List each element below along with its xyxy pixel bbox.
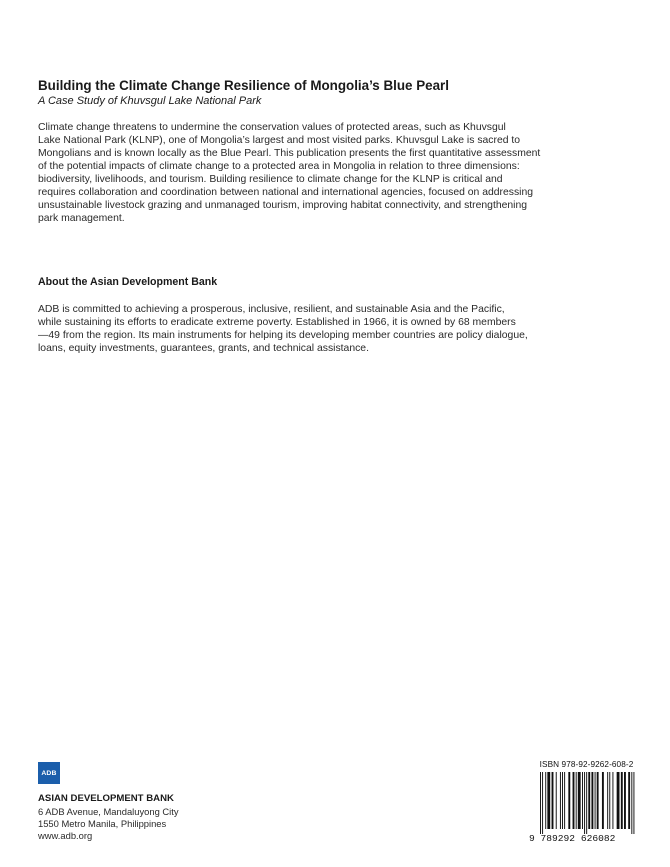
barcode-bar: [578, 772, 581, 829]
barcode-bar: [631, 772, 632, 834]
barcode-bar: [547, 772, 550, 829]
barcode-bar: [597, 772, 599, 829]
barcode-bar: [560, 772, 561, 829]
about-line: loans, equity investments, guarantees, grants, and technical assistance.: [38, 343, 369, 354]
barcode-digits: 9 789292 626082: [529, 833, 616, 844]
adb-logo: ADB: [38, 762, 60, 784]
barcode-bar: [628, 772, 630, 829]
barcode-bar: [595, 772, 596, 829]
summary-line: biodiversity, livelihoods, and tourism. Building resilience to climate change for the KLNP is critical and: [38, 174, 503, 185]
barcode-bar: [576, 772, 577, 829]
summary-line: Lake National Park (KLNP), one of Mongolia’s largest and most visited parks. Khuvsgul Lake is sacred to: [38, 135, 521, 146]
about-line: ADB is committed to achieving a prosperous, inclusive, resilient, and sustainable Asia and the Pacific,: [38, 304, 505, 315]
address-line: 1550 Metro Manila, Philippines: [38, 818, 167, 830]
barcode-bar: [568, 772, 570, 829]
about-heading: About the Asian Development Bank: [38, 276, 218, 288]
barcode-bar: [602, 772, 604, 829]
barcode-bar: [582, 772, 583, 829]
barcode-bar: [609, 772, 610, 829]
org-address: [38, 806, 179, 843]
barcode-bar: [562, 772, 563, 829]
barcode-bar: [607, 772, 608, 829]
barcode-bar: [591, 772, 593, 829]
barcode-bar: [586, 772, 587, 834]
barcode-bar: [621, 772, 623, 829]
publication-title: Building the Climate Change Resilience of Mongolia’s Blue Pearl: [38, 78, 449, 93]
about-paragraph: [38, 303, 538, 355]
summary-line: Climate change threatens to undermine the conservation values of protected areas, such as Khuvsgul: [38, 122, 506, 133]
publication-subtitle: A Case Study of Khuvsgul Lake National Park: [38, 95, 262, 107]
barcode-bar: [542, 772, 543, 834]
isbn-label: ISBN 978-92-9262-608-2: [539, 760, 634, 769]
about-line: while sustaining its efforts to eradicate extreme poverty. Established in 1966, it is owned by 68 members: [38, 317, 516, 328]
barcode-bar: [573, 772, 575, 829]
summary-line: unsustainable livestock grazing and unmanaged tourism, improving habitat connectivity, and strengthening: [38, 200, 528, 211]
barcode-bar: [612, 772, 613, 829]
barcode-bar: [617, 772, 620, 829]
barcode-bar: [584, 772, 585, 834]
summary-line: of the potential impacts of climate change to a protected area in Mongolia in relation to three dimensions:: [38, 161, 520, 172]
barcode-bar: [556, 772, 557, 829]
about-line: —49 from the region. Its main instruments for helping its developing member countries are policy dialogue,: [38, 330, 528, 341]
address-line: 6 ADB Avenue, Mandaluyong City: [38, 806, 179, 817]
barcode-bar: [624, 772, 626, 829]
barcode-bar: [588, 772, 590, 829]
barcode-bar: [540, 772, 541, 834]
barcode-bar: [564, 772, 565, 829]
barcode-bar: [552, 772, 554, 829]
website-link[interactable]: www.adb.org: [38, 830, 93, 842]
org-name: ASIAN DEVELOPMENT BANK: [38, 793, 174, 804]
summary-line: Mongolians and is known locally as the Blue Pearl. This publication presents the first quantitative assessment: [38, 148, 541, 159]
barcode-bar: [633, 772, 634, 834]
summary-line: park management.: [38, 213, 125, 224]
barcode-image: [538, 772, 642, 834]
summary-line: requires collaboration and coordination between national and international agencies, focused on addressing: [38, 187, 534, 198]
isbn-barcode-block: [529, 760, 644, 848]
barcode-bar: [545, 772, 546, 829]
summary-paragraph: [38, 121, 541, 225]
